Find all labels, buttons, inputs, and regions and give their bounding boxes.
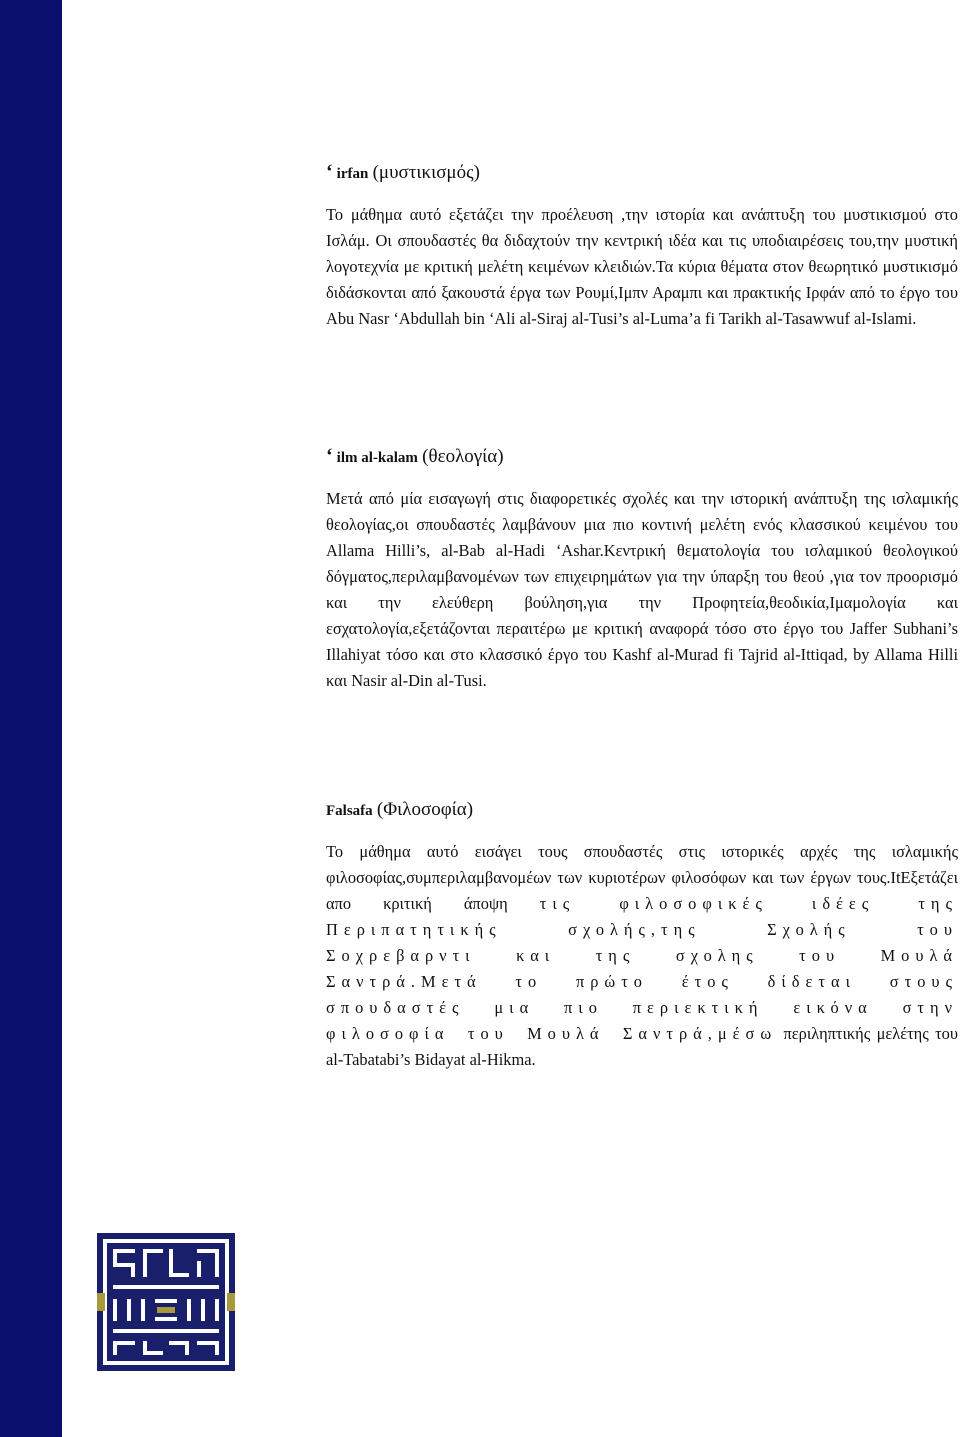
heading-mark: ‘ (326, 161, 333, 183)
heading-mark: ‘ (326, 445, 333, 467)
heading-greek: (Φιλοσοφία) (376, 799, 474, 820)
section-irfan (326, 160, 958, 332)
paragraph-falsafa-spaced: τις φιλοσοφικές ιδέες της Περιπατητικής σχολής,της Σχολής του Σοχρεβαρντι και της σχολης του Μουλά Σαντρά.Μετά το πρώτο έτος δίδεται στους σπουδαστές μια πιο περιεκτική εικόνα στην φιλοσοφία του Μουλά Σαντρά,μέσω (326, 894, 958, 1043)
heading-irfan (326, 160, 958, 186)
heading-latin: irfan (336, 166, 369, 182)
heading-latin: Falsafa (326, 803, 373, 819)
section-falsafa (326, 798, 958, 1073)
heading-latin: ilm al-kalam (336, 450, 418, 466)
sidebar-bar (0, 0, 62, 1437)
paragraph-falsafa-start: Το μάθημα αυτό εισάγει τους σπουδαστές στις ιστορικές αρχές της ισλαμικής φιλοσοφίας,συμπεριλαμβανομέων των κυριοτέρων φιλοσόφων και των έργων τους.ItΕξετάζει απο κριτική άποψη (326, 842, 958, 913)
heading-greek: (θεολογία) (422, 446, 504, 467)
paragraph-falsafa-end: περιληπτικής μελέτης του al-Tabatabi’s Bidayat al-Hikma. (326, 1024, 958, 1069)
paragraph-kalam: Μετά από μία εισαγωγή στις διαφορετικές σχολές και την ιστορική ανάπτυξη της ισλαμικής θεολογίας,οι σπουδαστές λαμβάνουν μια πιο κοντινή μελέτη ενός κλασσικού κειμένου του Allama Hilli’s, al-Bab al-Hadi ‘Ashar.Κεντρική θεματολογία του ισλαμικού θεολογικού δόγματος,περιλαμβανομένων των επιχειρημάτων για την ύπαρξη του θεού ,για τον προορισμό και την ελεύθερη βούληση,για την Προφητεία,θεοδικία,Ιμαμολογία και εσχατολογία,εξετάζονται περαιτέρω με κριτική αναφορά τόσο στο έργο του Jaffer Subhani’s Illahiyat τόσο και στο κλασσικό έργο του Kashf al-Murad fi Tajrid al-Ittiqad, by Allama Hilli και Nasir al-Din al-Tusi. (326, 489, 958, 690)
heading-falsafa (326, 798, 958, 823)
paragraph-falsafa (326, 839, 958, 1073)
heading-greek: (μυστικισμός) (372, 162, 480, 183)
paragraph-irfan: Το μάθημα αυτό εξετάζει την προέλευση ,την ιστορία και ανάπτυξη του μυστικισμού στο Ισλάμ. Οι σπουδαστές θα διδαχτούν την κεντρική ιδέα και τις υποδιαιρέσεις του,την μυστική λογοτεχνία με κριτική μελέτη κειμένων κλειδιών.Τα κύρια θέματα στον θεωρητικό μυστικισμό διδάσκονται από ξακουστά έργα των Ρουμί,Ιμπν Αραμπι και πρακτικής Ιρφάν από το έργο του Abu Nasr ‘Abdullah bin ‘Ali al-Siraj al-Tusi’s al-Luma’a fi Tarikh al-Tasawwuf al-Islami. (326, 205, 958, 328)
section-kalam (326, 444, 958, 694)
heading-kalam (326, 444, 958, 470)
kufic-square-logo-icon (97, 1233, 235, 1371)
